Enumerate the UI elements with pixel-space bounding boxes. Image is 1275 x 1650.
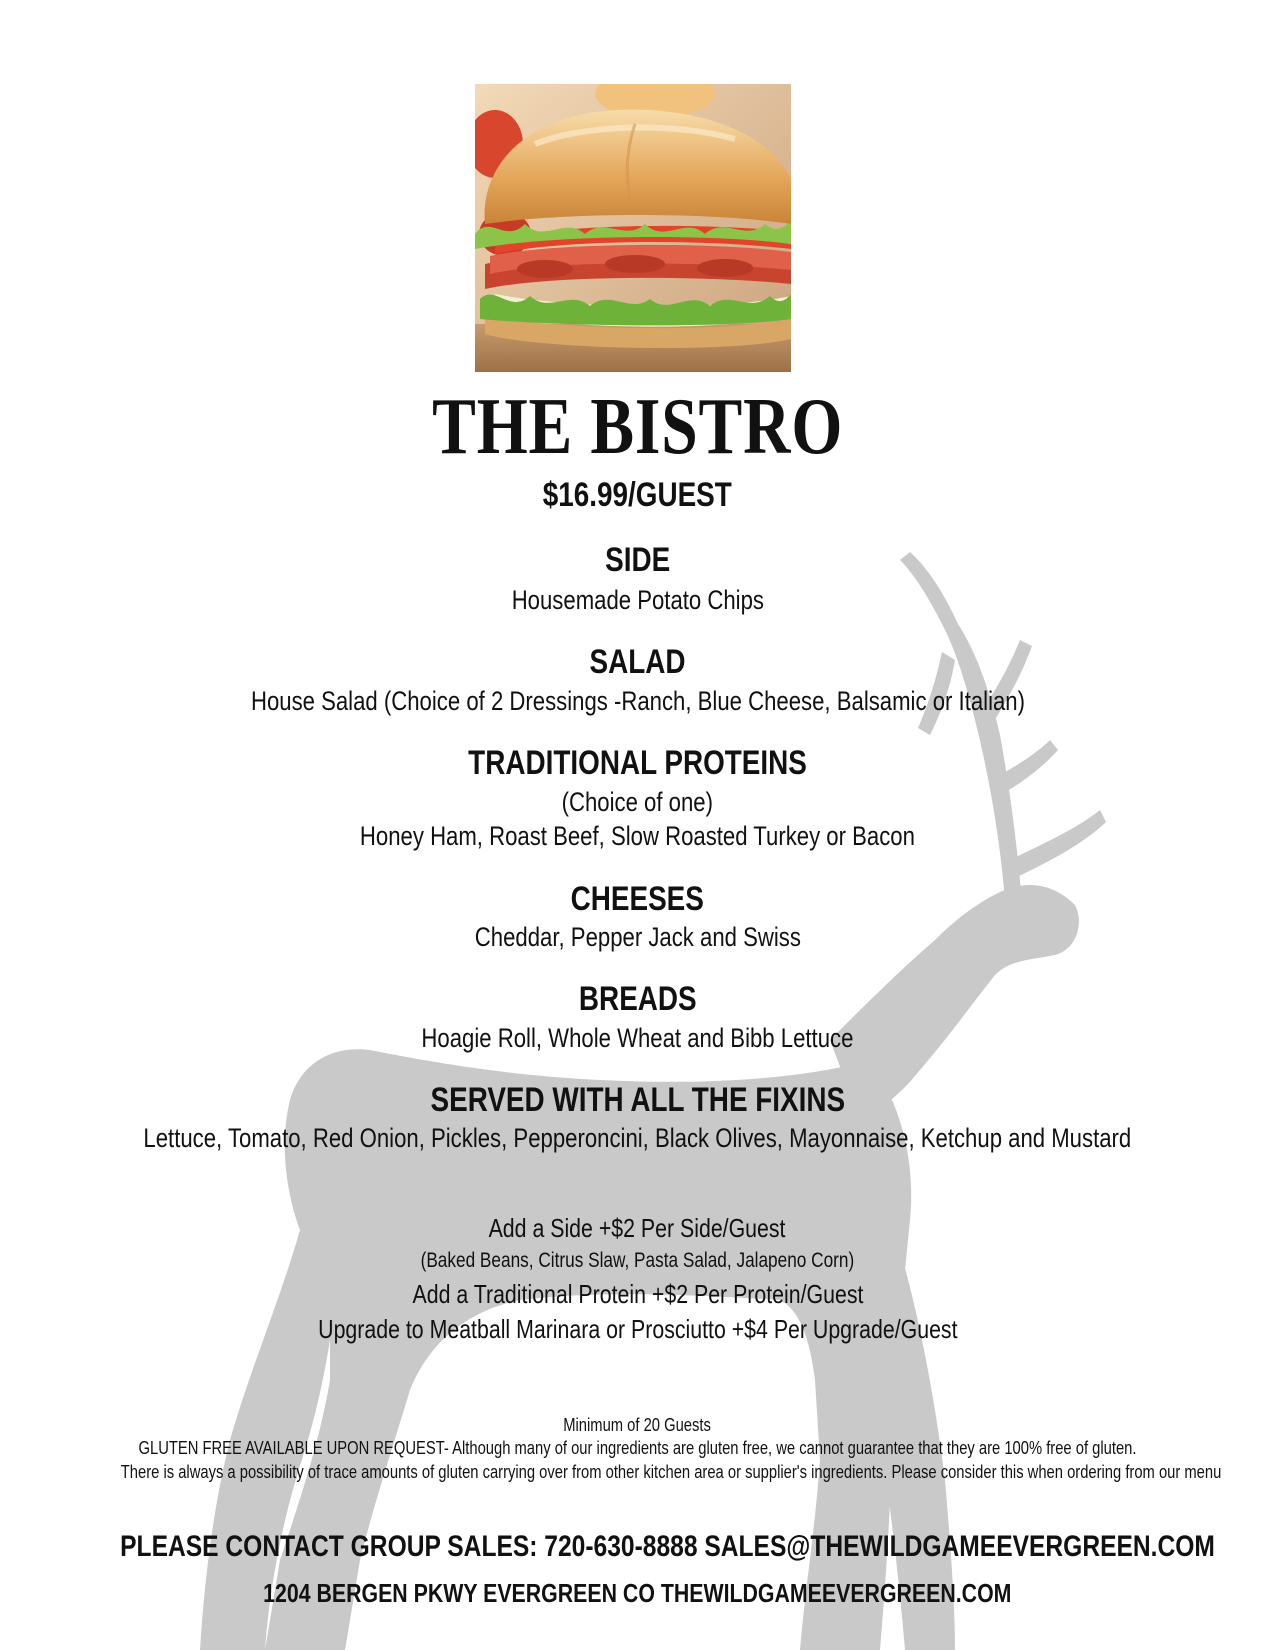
gluten-note-line-1: GLUTEN FREE AVAILABLE UPON REQUEST- Although many of our ingredients are gluten free, we cannot guarantee that they are 100% free of gluten. <box>138 1438 1137 1458</box>
minimum-guests-note: Minimum of 20 Guests <box>563 1415 712 1435</box>
section-heading-fixins: SERVED WITH ALL THE FIXINS <box>430 1081 845 1119</box>
section-text-proteins: Honey Ham, Roast Beef, Slow Roasted Turkey or Bacon <box>359 821 915 851</box>
menu-title: THE BISTRO <box>431 383 844 471</box>
addon-side: Add a Side +$2 Per Side/Guest <box>489 1213 786 1243</box>
section-text-side: Housemade Potato Chips <box>511 585 764 615</box>
section-heading-breads: BREADS <box>578 980 697 1018</box>
address-line: 1204 BERGEN PKWY EVERGREEN CO THEWILDGAMEEVERGREEN.COM <box>263 1578 1012 1608</box>
sandwich-photo <box>475 84 791 372</box>
section-text-breads: Hoagie Roll, Whole Wheat and Bibb Lettuce <box>421 1023 854 1053</box>
contact-line: PLEASE CONTACT GROUP SALES: 720-630-8888 SALES@THEWILDGAMEEVERGREEN.COM <box>120 1530 1215 1563</box>
section-text-cheeses: Cheddar, Pepper Jack and Swiss <box>474 922 801 952</box>
gluten-note-line-2: There is always a possibility of trace amounts of gluten carrying over from other kitchen area or supplier's ingredients. Please consider this when ordering from our menu <box>120 1462 1222 1482</box>
section-heading-proteins: TRADITIONAL PROTEINS <box>468 744 807 782</box>
addon-protein: Add a Traditional Protein +$2 Per Protein/Guest <box>412 1279 863 1309</box>
section-heading-salad: SALAD <box>589 643 686 681</box>
section-heading-side: SIDE <box>604 541 671 579</box>
section-text-salad: House Salad (Choice of 2 Dressings -Ranch, Blue Cheese, Balsamic or Italian) <box>250 686 1025 716</box>
addon-side-options: (Baked Beans, Citrus Slaw, Pasta Salad, Jalapeno Corn) <box>420 1249 855 1272</box>
section-text-fixins: Lettuce, Tomato, Red Onion, Pickles, Pepperoncini, Black Olives, Mayonnaise, Ketchup and Mustard <box>143 1123 1132 1153</box>
addon-upgrade: Upgrade to Meatball Marinara or Prosciutto +$4 Per Upgrade/Guest <box>317 1314 958 1344</box>
section-subtext-proteins: (Choice of one) <box>561 787 714 817</box>
menu-price: $16.99/GUEST <box>542 476 733 514</box>
section-heading-cheeses: CHEESES <box>570 880 705 918</box>
